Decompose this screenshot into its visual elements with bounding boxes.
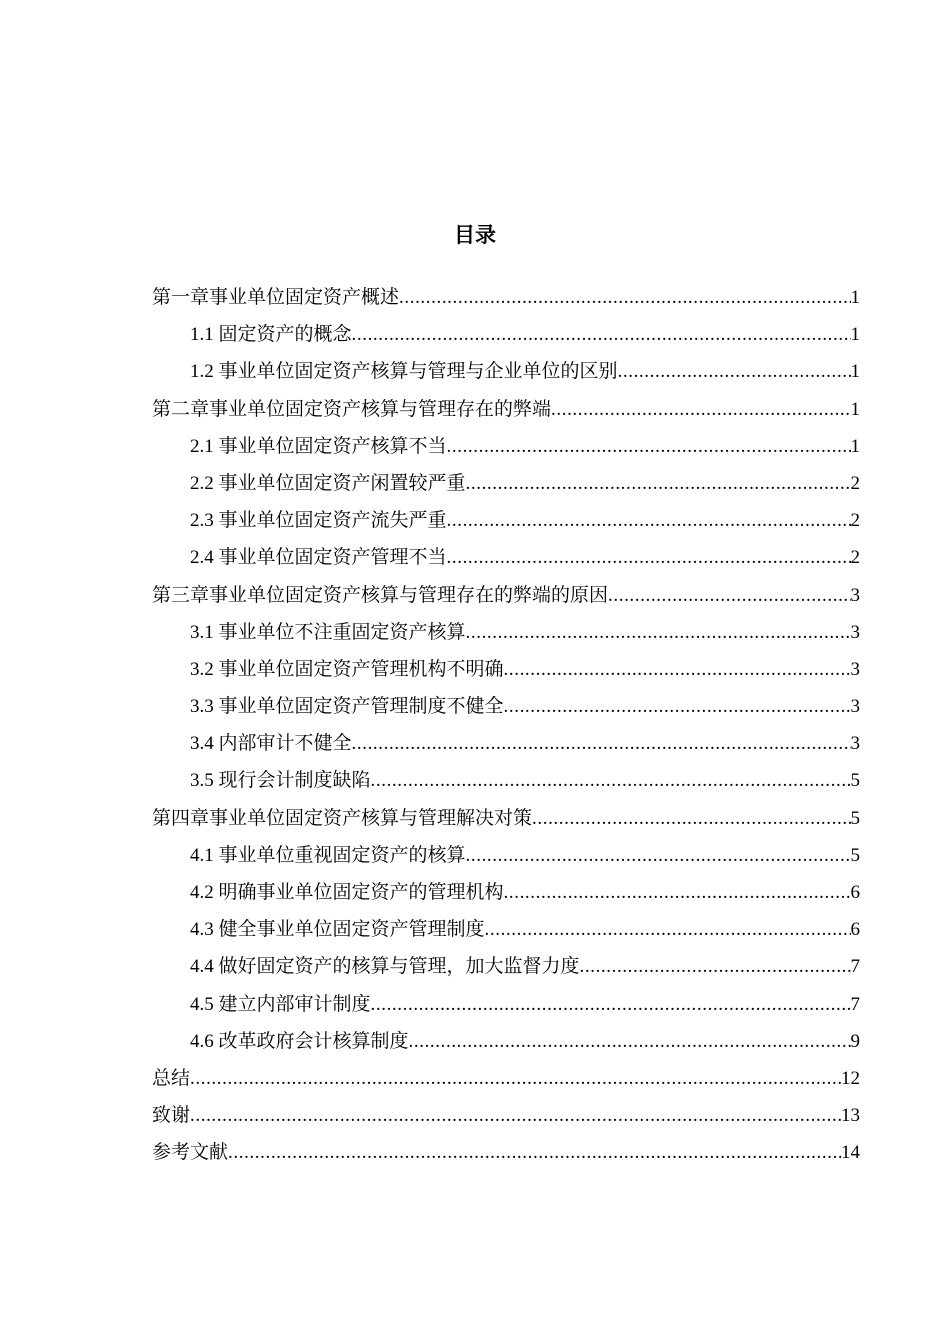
toc-entry-title: 4.6 改革政府会计核算制度 [190,1030,409,1052]
toc-section-entry[interactable] [152,688,860,725]
toc-page-number: 3 [850,584,860,606]
toc-chapter-entry[interactable] [152,1134,860,1171]
toc-dot-leader [352,725,851,762]
toc-title: 目录 [454,223,496,247]
toc-entry-title: 3.1 事业单位不注重固定资产核算 [190,621,466,643]
toc-entry-title: 致谢 [152,1105,191,1127]
toc-chapter-entry[interactable] [152,1097,860,1134]
toc-entry-title: 总结 [152,1067,191,1089]
toc-page-number: 1 [850,324,860,346]
toc-section-entry[interactable] [152,725,860,762]
toc-section-entry[interactable] [152,986,860,1023]
toc-page-number: 2 [850,472,860,494]
toc-page-number: 2 [850,547,860,569]
toc-dot-leader [580,948,851,985]
toc-dot-leader [466,614,851,651]
toc-section-entry[interactable] [152,428,860,465]
toc-chapter-entry[interactable] [152,391,860,428]
toc-dot-leader [504,874,851,911]
toc-chapter-entry[interactable] [152,1060,860,1097]
toc-section-entry[interactable] [152,539,860,576]
toc-page-number: 1 [850,361,860,383]
toc-dot-leader [371,762,851,799]
toc-dot-leader [447,502,851,539]
toc-entry-title: 1.2 事业单位固定资产核算与管理与企业单位的区别 [190,361,618,383]
toc-entry-title: 1.1 固定资产的概念 [190,324,352,346]
toc-page-number: 5 [850,770,860,792]
toc-entry-title: 第一章事业单位固定资产概述 [152,287,400,308]
toc-dot-leader [466,465,851,502]
toc-dot-leader [551,391,850,428]
toc-page-number: 3 [850,621,860,643]
toc-dot-leader [190,1097,841,1134]
toc-entry-title: 4.1 事业单位重视固定资产的核算 [190,844,466,866]
toc-dot-leader [608,577,850,614]
toc-page-number: 2 [850,510,860,532]
toc-page-number: 1 [850,398,860,420]
toc-entry-title: 4.2 明确事业单位固定资产的管理机构 [190,882,504,903]
toc-entry-title: 3.5 现行会计制度缺陷 [190,770,371,792]
toc-dot-leader [485,911,851,948]
toc-entry-title: 4.5 建立内部审计制度 [190,993,371,1015]
toc-entry-title: 4.4 做好固定资产的核算与管理，加大监督力度 [190,956,580,978]
toc-entry-title: 2.1 事业单位固定资产核算不当 [190,435,447,457]
toc-section-entry[interactable] [152,614,860,651]
toc-entry-title: 第二章事业单位固定资产核算与管理存在的弊端 [152,398,552,420]
toc-dot-leader [228,1134,841,1171]
toc-dot-leader [447,428,851,465]
toc-section-entry[interactable] [152,502,860,539]
toc-section-entry[interactable] [152,948,860,985]
toc-page-number: 7 [850,993,860,1015]
toc-entry-title: 第四章事业单位固定资产核算与管理解决对策 [152,807,533,829]
toc-section-entry[interactable] [152,837,860,874]
toc-chapter-entry[interactable] [152,800,860,837]
toc-chapter-entry[interactable] [152,577,860,614]
toc-page-number: 3 [850,696,860,718]
toc-section-entry[interactable] [152,1023,860,1060]
toc-entry-title: 第三章事业单位固定资产核算与管理存在的弊端的原因 [152,584,609,606]
toc-entry-title: 2.3 事业单位固定资产流失严重 [190,510,447,532]
toc-page-number: 14 [841,1142,860,1164]
toc-section-entry[interactable] [152,651,860,688]
toc-entry-title: 3.2 事业单位固定资产管理机构不明确 [190,658,504,680]
toc-entry-title: 3.3 事业单位固定资产管理制度不健全 [190,696,504,718]
toc-dot-leader [190,1060,841,1097]
toc-dot-leader [532,800,850,837]
toc-page-number: 12 [841,1067,860,1089]
toc-page-number: 3 [850,733,860,755]
toc-section-entry[interactable] [152,762,860,799]
toc-page-number: 5 [850,844,860,866]
toc-dot-leader [504,688,851,725]
toc-entry-title: 3.4 内部审计不健全 [190,733,352,755]
toc-section-entry[interactable] [152,911,860,948]
toc-section-entry[interactable] [152,465,860,502]
toc-entry-title: 2.2 事业单位固定资产闲置较严重 [190,472,466,494]
toc-dot-leader [618,353,851,390]
toc-page-number: 1 [850,287,860,308]
toc-list [152,279,860,1172]
toc-dot-leader [352,316,851,353]
toc-section-entry[interactable] [152,874,860,911]
toc-page-number: 6 [850,882,860,903]
toc-page-number: 7 [850,956,860,978]
toc-dot-leader [409,1023,851,1060]
toc-page-number: 13 [841,1105,860,1127]
toc-entry-title: 2.4 事业单位固定资产管理不当 [190,547,447,569]
toc-dot-leader [466,837,851,874]
toc-entry-title: 参考文献 [152,1142,229,1164]
toc-section-entry[interactable] [152,353,860,390]
toc-entry-title: 4.3 健全事业单位固定资产管理制度 [190,919,485,941]
toc-dot-leader [371,986,851,1023]
toc-page-number: 5 [850,807,860,829]
toc-section-entry[interactable] [152,316,860,353]
toc-page-number: 1 [850,435,860,457]
toc-dot-leader [504,651,851,688]
toc-chapter-entry[interactable] [152,279,860,316]
toc-dot-leader [447,539,851,576]
toc-page-number: 6 [850,919,860,941]
toc-page-number: 3 [850,658,860,680]
toc-dot-leader [399,279,850,316]
toc-page-number: 9 [850,1030,860,1052]
